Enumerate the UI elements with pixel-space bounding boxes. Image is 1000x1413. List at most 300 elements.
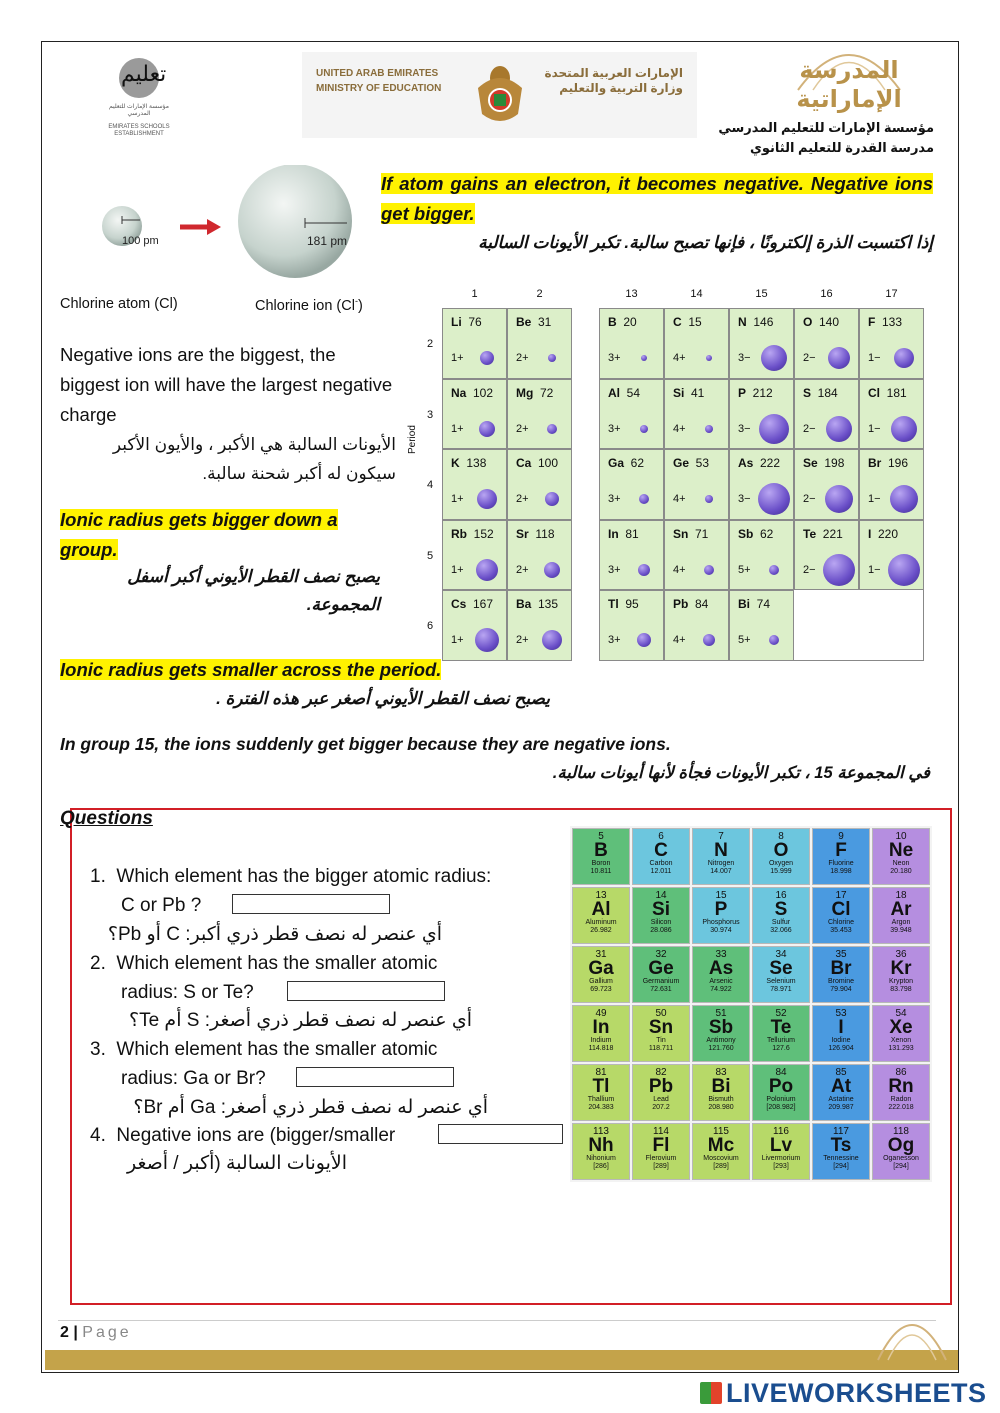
pt-symbol: P — [714, 899, 728, 920]
pt-element-c — [632, 828, 690, 885]
ion-charge: 1+ — [451, 493, 464, 505]
down-group-text — [60, 505, 380, 619]
pt-name: Phosphorus — [702, 919, 740, 926]
question-3: 3. Which element has the smaller atomic — [90, 1039, 438, 1060]
down-group-ar: يصبح نصف القطر الأيوني أكبر أسفل المجموعة. — [127, 567, 380, 614]
ion-charge: 4+ — [673, 352, 686, 364]
ion-sphere — [637, 633, 651, 647]
pt-symbol: Ts — [830, 1135, 852, 1156]
ion-charge: 3− — [738, 352, 751, 364]
down-group-en: Ionic radius gets bigger down a group. — [60, 509, 338, 560]
ion-cell-br — [859, 449, 924, 520]
ion-charge: 2− — [803, 352, 816, 364]
pt-symbol: Br — [830, 958, 852, 979]
question-1-options: C or Pb ? — [121, 895, 202, 916]
pt-name: Aluminum — [585, 919, 617, 926]
ion-cell-c — [664, 308, 729, 379]
ion-symbol-radius: Tl 95 — [608, 597, 639, 611]
ion-symbol-radius: P 212 — [738, 385, 773, 400]
ion-sphere — [706, 355, 712, 361]
pt-symbol: N — [714, 840, 728, 861]
pt-atomic-number: 36 — [895, 949, 907, 960]
ion-sphere — [545, 492, 559, 506]
group15-text — [60, 730, 930, 788]
period-number: 6 — [427, 620, 434, 632]
pt-name: Polonium — [766, 1096, 796, 1103]
question-1: 1. Which element has the bigger atomic radius: — [90, 866, 492, 887]
answer-4-input[interactable] — [438, 1124, 563, 1144]
pt-atomic-number: 10 — [895, 831, 907, 842]
group-number: 17 — [885, 288, 898, 300]
pt-mass: 127.6 — [772, 1045, 790, 1052]
question-2-options: radius: S or Te? — [121, 982, 254, 1003]
pt-mass: 78.971 — [770, 986, 792, 993]
ion-charge: 2− — [803, 563, 816, 576]
pt-mass: 10.811 — [590, 868, 612, 875]
pt-atomic-number: 31 — [595, 949, 607, 960]
pt-element-b — [572, 828, 630, 885]
ion-charge: 5+ — [738, 634, 751, 646]
pt-symbol: Nh — [588, 1135, 614, 1156]
pt-name: Chlorine — [827, 919, 855, 926]
atom-radius-label: 100 pm — [122, 235, 159, 247]
ion-sphere — [703, 634, 715, 646]
group-number: 15 — [755, 288, 768, 300]
negative-ions-en: Negative ions are the biggest, the biggest ion will have the largest negative charge — [60, 344, 393, 425]
pt-element-bi — [692, 1064, 750, 1121]
ion-sphere — [638, 564, 650, 576]
ion-sphere — [890, 485, 918, 513]
pt-symbol: Kr — [890, 958, 912, 979]
ion-cell-b — [599, 308, 664, 379]
pt-element-mc — [692, 1123, 750, 1180]
pt-symbol: Fl — [652, 1135, 670, 1156]
pt-symbol: Tl — [592, 1076, 610, 1097]
group15-ar: في المجموعة 15 ، تكبر الأيونات فجأة لأنها أيونات سالبة. — [552, 764, 930, 782]
emirates-schools-logo — [100, 58, 178, 142]
pt-name: Radon — [890, 1096, 912, 1103]
ion-cell-mg — [507, 379, 572, 450]
footer-divider — [58, 1320, 936, 1321]
ion-charge: 1+ — [451, 352, 464, 364]
ion-symbol-radius: I 220 — [868, 526, 899, 541]
ion-charge: 1− — [868, 563, 881, 576]
ion-charge: 1− — [868, 352, 881, 364]
pt-symbol: Xe — [889, 1017, 913, 1038]
ion-cell-na — [442, 379, 507, 450]
pt-element-rn — [872, 1064, 930, 1121]
pt-element-te — [752, 1005, 810, 1062]
pt-atomic-number: 6 — [658, 831, 664, 842]
pt-atomic-number: 16 — [775, 890, 787, 901]
pt-atomic-number: 53 — [835, 1008, 847, 1019]
group15-en: In group 15, the ions suddenly get bigger because they are negative ions. — [60, 734, 671, 754]
ion-symbol-radius: O 140 — [803, 315, 840, 329]
pt-name: Antimony — [706, 1037, 736, 1044]
pt-element-tl — [572, 1064, 630, 1121]
pt-atomic-number: 32 — [655, 949, 667, 960]
pt-element-lv — [752, 1123, 810, 1180]
ion-sphere — [547, 424, 557, 434]
pt-element-sb — [692, 1005, 750, 1062]
ion-charge: 4+ — [673, 634, 686, 646]
ion-symbol-radius: Br 196 — [868, 456, 909, 470]
ion-sphere — [640, 425, 648, 433]
ion-cell-sb — [729, 520, 794, 591]
pt-name: Krypton — [888, 978, 914, 985]
ion-charge: 3− — [738, 422, 751, 435]
ion-charge: 2+ — [516, 422, 529, 435]
pt-element-p — [692, 887, 750, 944]
ion-symbol-radius: Sr 118 — [516, 526, 555, 541]
ion-symbol-radius: Al 54 — [608, 385, 641, 400]
pt-atomic-number: 17 — [835, 890, 847, 901]
ion-cell-rb — [442, 520, 507, 591]
pt-element-in — [572, 1005, 630, 1062]
pt-atomic-number: 33 — [715, 949, 727, 960]
pt-symbol: Si — [652, 899, 670, 920]
ion-sphere — [888, 554, 920, 586]
pt-element-pb — [632, 1064, 690, 1121]
ion-charge: 3+ — [608, 493, 621, 505]
ion-charge: 2+ — [516, 493, 529, 505]
liveworksheets-logo-icon — [700, 1382, 722, 1404]
ion-sphere — [826, 416, 852, 442]
pt-atomic-number: 50 — [655, 1008, 667, 1019]
school-watermark-icon — [872, 1300, 952, 1375]
pt-atomic-number: 81 — [595, 1067, 607, 1078]
pt-mass: 79.904 — [830, 986, 852, 993]
ion-symbol-radius: Te 221 — [803, 526, 843, 541]
ion-symbol-radius: Cs 167 — [451, 597, 494, 611]
ion-cell-ca — [507, 449, 572, 520]
period-number: 2 — [427, 338, 434, 350]
negative-ions-ar: الأيونات السالبة هي الأكبر ، والأيون الأكبر سيكون له أكبر شحنة سالبة. — [112, 435, 396, 483]
chlorine-atom-label: Chlorine atom (Cl) — [60, 296, 178, 312]
pt-element-po — [752, 1064, 810, 1121]
question-3-ar: أي عنصر له نصف قطر ذري أصغر: Ga أم Br؟ — [133, 1097, 488, 1118]
pt-element-fl — [632, 1123, 690, 1180]
ion-cell-al — [599, 379, 664, 450]
pt-element-cl — [812, 887, 870, 944]
pt-symbol: Og — [887, 1135, 915, 1156]
ion-sphere — [828, 347, 850, 369]
pt-atomic-number: 15 — [715, 890, 727, 901]
ion-sphere — [705, 495, 713, 503]
pt-symbol: Bi — [711, 1076, 731, 1097]
pt-symbol: Ge — [648, 958, 674, 979]
pt-symbol: Ga — [588, 958, 614, 979]
pt-symbol: S — [774, 899, 788, 920]
moe-english: UNITED ARAB EMIRATES MINISTRY OF EDUCATION — [316, 68, 442, 94]
answer-1-input[interactable] — [232, 894, 390, 914]
ion-cell-be — [507, 308, 572, 379]
logo-text-en: EMIRATES SCHOOLS ESTABLISHMENT — [108, 124, 170, 137]
ion-cell-k — [442, 449, 507, 520]
taleem-logo-icon: تعليم — [119, 58, 159, 98]
ion-symbol-radius: Li 76 — [451, 315, 482, 329]
chlorine-ion-label: Chlorine ion (Cl-) — [255, 296, 363, 314]
pt-mass: 32.066 — [770, 927, 792, 934]
pt-element-nh — [572, 1123, 630, 1180]
intro-text — [381, 169, 933, 257]
ion-charge: 4+ — [673, 422, 686, 435]
group-number: 1 — [471, 288, 478, 300]
pt-mass: 83.798 — [890, 986, 912, 993]
pt-element-f — [812, 828, 870, 885]
pt-name: Bromine — [827, 978, 855, 985]
pt-mass: 30.974 — [710, 927, 732, 934]
pt-mass: [289] — [713, 1163, 729, 1170]
pt-atomic-number: 113 — [593, 1126, 609, 1137]
pt-symbol: Ar — [890, 899, 912, 920]
pt-mass: 12.011 — [650, 868, 672, 875]
pt-name: Boron — [591, 860, 611, 867]
ion-cell-ga — [599, 449, 664, 520]
ion-charge: 3+ — [608, 563, 621, 576]
period-number: 5 — [427, 549, 434, 562]
ion-sphere — [825, 485, 853, 513]
ion-cell-pb — [664, 590, 729, 661]
ion-cell-p — [729, 379, 794, 450]
pt-atomic-number: 52 — [775, 1008, 787, 1019]
ion-symbol-radius: K 138 — [451, 456, 487, 470]
pt-element-s — [752, 887, 810, 944]
ion-symbol-radius: Ge 53 — [673, 456, 710, 470]
pt-element-ar — [872, 887, 930, 944]
pt-element-as — [692, 946, 750, 1003]
ion-sphere — [476, 559, 498, 581]
ion-cell-se — [794, 449, 859, 520]
questions-heading: Questions — [60, 808, 153, 829]
pt-symbol: B — [594, 840, 608, 861]
emirati-school-logo: المدرسة الإماراتية — [778, 30, 920, 100]
period-axis-label: Period — [407, 425, 418, 454]
negative-ions-paragraph — [60, 340, 396, 488]
group-number: 16 — [820, 288, 833, 300]
ion-symbol-radius: Ga 62 — [608, 456, 645, 470]
pt-mass: [208.982] — [766, 1104, 796, 1111]
pt-symbol: Sb — [708, 1017, 734, 1038]
ion-cell-sr — [507, 520, 572, 591]
pt-symbol: Mc — [707, 1135, 735, 1156]
pt-mass: [293] — [773, 1163, 789, 1170]
pt-atomic-number: 51 — [715, 1008, 727, 1019]
pt-name: Tellurium — [766, 1037, 795, 1044]
logo-text-ar: مؤسسة الإمارات للتعليم المدرسي — [109, 104, 169, 117]
pt-name: Flerovium — [645, 1155, 677, 1162]
pt-element-ts — [812, 1123, 870, 1180]
ion-symbol-radius: C 15 — [673, 315, 702, 329]
pt-mass: [294] — [833, 1163, 849, 1170]
answer-2-input[interactable] — [287, 981, 445, 1001]
ion-sphere — [761, 345, 787, 371]
pt-symbol: Al — [591, 899, 611, 920]
pt-element-br — [812, 946, 870, 1003]
pt-element-og — [872, 1123, 930, 1180]
pt-mass: 207.2 — [652, 1104, 670, 1111]
ion-charge: 2− — [803, 493, 816, 505]
question-4-ar: الأيونات السالبة (أكبر / أصغر — [126, 1153, 347, 1174]
pt-symbol: Cl — [831, 899, 851, 920]
pt-atomic-number: 84 — [775, 1067, 787, 1078]
pt-mass: 131.293 — [888, 1045, 914, 1052]
ion-symbol-radius: In 81 — [608, 526, 639, 541]
pt-element-ne — [872, 828, 930, 885]
ion-sphere — [769, 635, 779, 645]
ion-symbol-radius: Ba 135 — [516, 597, 559, 611]
ion-sphere — [639, 494, 649, 504]
pt-atomic-number: 114 — [653, 1126, 669, 1137]
periodic-table-excerpt — [570, 826, 932, 1182]
pt-element-si — [632, 887, 690, 944]
ion-charge: 5+ — [738, 563, 751, 576]
pt-atomic-number: 118 — [893, 1126, 909, 1137]
pt-atomic-number: 35 — [835, 949, 847, 960]
ion-charge: 4+ — [673, 563, 686, 576]
ion-cell-cl — [859, 379, 924, 450]
ion-cell-as — [729, 449, 794, 520]
pt-name: Selenium — [766, 978, 796, 985]
period-number: 4 — [427, 479, 434, 491]
pt-mass: 69.723 — [590, 986, 612, 993]
ion-sphere — [823, 554, 855, 586]
pt-element-al — [572, 887, 630, 944]
ion-charge: 1− — [868, 493, 881, 505]
ion-symbol-radius: Na 102 — [451, 385, 494, 400]
pt-mass: 121.760 — [708, 1045, 734, 1052]
pt-element-kr — [872, 946, 930, 1003]
pt-atomic-number: 86 — [895, 1067, 907, 1078]
pt-atomic-number: 8 — [778, 831, 784, 842]
ion-cell-i — [859, 520, 924, 591]
pt-atomic-number: 18 — [895, 890, 907, 901]
answer-3-input[interactable] — [296, 1067, 454, 1087]
pt-atomic-number: 13 — [595, 890, 607, 901]
pt-name: Tin — [656, 1037, 666, 1044]
question-4: 4. Negative ions are (bigger/smaller — [90, 1125, 396, 1146]
pt-name: Oganesson — [883, 1155, 919, 1162]
ion-sphere — [542, 630, 562, 650]
pt-symbol: F — [835, 840, 847, 861]
pt-element-at — [812, 1064, 870, 1121]
pt-name: Astatine — [828, 1096, 854, 1103]
group-number: 2 — [536, 288, 543, 300]
question-2: 2. Which element has the smaller atomic — [90, 953, 438, 974]
pt-mass: [286] — [593, 1163, 609, 1170]
pt-symbol: C — [654, 840, 668, 861]
ion-symbol-radius: Si 41 — [673, 385, 705, 400]
pt-symbol: O — [773, 840, 789, 861]
ion-cell-sn — [664, 520, 729, 591]
ion-charge: 2+ — [516, 352, 529, 364]
atom-ion-illustration — [95, 165, 360, 285]
pt-symbol: Se — [769, 958, 793, 979]
pt-name: Bismuth — [708, 1096, 734, 1103]
pt-symbol: Pb — [648, 1076, 674, 1097]
ion-sphere — [704, 565, 714, 575]
ion-sphere — [769, 565, 779, 575]
ion-sphere — [758, 483, 790, 515]
ion-charge: 1+ — [451, 422, 464, 435]
pt-symbol: Po — [768, 1076, 794, 1097]
pt-atomic-number: 14 — [655, 890, 667, 901]
chlorine-ion-sphere — [238, 165, 352, 278]
ion-cell-tl — [599, 590, 664, 661]
ion-cell-bi — [729, 590, 794, 661]
pt-symbol: As — [708, 958, 734, 979]
pt-name: Sulfur — [771, 919, 791, 926]
question-3-options: radius: Ga or Br? — [121, 1068, 266, 1089]
pt-atomic-number: 117 — [833, 1126, 849, 1137]
pt-name: Carbon — [649, 860, 673, 867]
ion-sphere — [705, 425, 713, 433]
pt-atomic-number: 83 — [715, 1067, 727, 1078]
pt-name: Oxygen — [768, 860, 794, 867]
pt-element-i — [812, 1005, 870, 1062]
ionic-radius-chart — [405, 286, 930, 668]
ion-sphere — [479, 421, 495, 437]
question-2-ar: أي عنصر له نصف قطر ذري أصغر: S أم Te؟ — [128, 1010, 472, 1031]
ion-charge: 3+ — [608, 352, 621, 364]
ion-symbol-radius: Ca 100 — [516, 456, 559, 470]
pt-name: Nihonium — [586, 1155, 616, 1162]
ion-symbol-radius: B 20 — [608, 315, 637, 329]
pt-symbol: Sn — [648, 1017, 674, 1038]
pt-atomic-number: 9 — [838, 831, 844, 842]
pt-mass: 15.999 — [770, 868, 792, 875]
across-period-en: Ionic radius gets smaller across the period. — [60, 659, 442, 680]
pt-atomic-number: 115 — [713, 1126, 729, 1137]
ion-charge: 3+ — [608, 634, 621, 646]
pt-element-ga — [572, 946, 630, 1003]
ion-sphere — [544, 562, 560, 578]
ion-sphere — [477, 489, 497, 509]
ion-charge: 1+ — [451, 563, 464, 576]
ion-sphere — [891, 416, 917, 442]
pt-element-se — [752, 946, 810, 1003]
pt-atomic-number: 54 — [895, 1008, 907, 1019]
ion-symbol-radius: F 133 — [868, 315, 903, 329]
pt-element-xe — [872, 1005, 930, 1062]
pt-mass: 18.998 — [830, 868, 852, 875]
pt-mass: 28.086 — [650, 927, 672, 934]
ion-cell-cs — [442, 590, 507, 661]
pt-name: Indium — [590, 1037, 612, 1044]
pt-name: Argon — [891, 919, 911, 926]
pt-mass: 118.711 — [648, 1045, 674, 1052]
pt-name: Livermorium — [761, 1155, 801, 1162]
ion-symbol-radius: Pb 84 — [673, 597, 709, 611]
pt-element-o — [752, 828, 810, 885]
ion-cell-s — [794, 379, 859, 450]
ion-symbol-radius: Mg 72 — [516, 385, 554, 400]
ion-charge: 3− — [738, 493, 751, 505]
question-1-ar: أي عنصر له نصف قطر ذري أكبر: C أو Pb؟ — [107, 924, 442, 945]
pt-element-ge — [632, 946, 690, 1003]
ion-charge: 4+ — [673, 493, 686, 505]
pt-name: Silicon — [650, 919, 672, 926]
ion-symbol-radius: N 146 — [738, 315, 774, 329]
pt-mass: 20.180 — [890, 868, 912, 875]
pt-symbol: Te — [770, 1017, 792, 1038]
pt-mass: 74.922 — [710, 986, 732, 993]
pt-name: Xenon — [890, 1037, 912, 1044]
pt-symbol: Ne — [888, 840, 914, 861]
page-number: 2 | Page — [60, 1324, 132, 1341]
establishment-text: مؤسسة الإمارات للتعليم المدرسي مدرسة القدرة للتعليم الثانوي — [718, 120, 934, 155]
ion-symbol-radius: Be 31 — [516, 315, 552, 329]
